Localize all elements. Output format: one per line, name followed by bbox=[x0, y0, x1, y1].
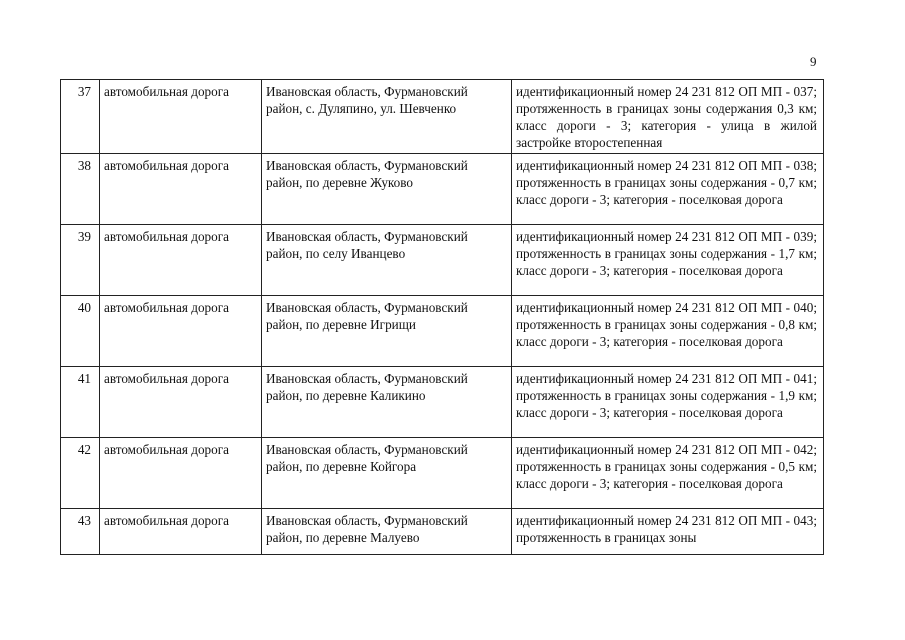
road-location: Ивановская область, Фурмановский район, по деревне Игрищи bbox=[262, 296, 512, 367]
road-location: Ивановская область, Фурмановский район, по деревне Каликино bbox=[262, 367, 512, 438]
road-type: автомобильная дорога bbox=[100, 154, 262, 225]
road-location: Ивановская область, Фурмановский район, по деревне Малуево bbox=[262, 509, 512, 555]
road-description: идентификационный номер 24 231 812 ОП МП - 038; протяженность в границах зоны содержания - 0,7 км; класс дороги - 3; категория - поселковая дорога bbox=[512, 154, 824, 225]
road-description: идентификационный номер 24 231 812 ОП МП - 043; протяженность в границах зоны bbox=[512, 509, 824, 555]
road-description: идентификационный номер 24 231 812 ОП МП - 041; протяженность в границах зоны содержания - 1,9 км; класс дороги - 3; категория - поселковая дорога bbox=[512, 367, 824, 438]
table-row bbox=[61, 80, 824, 154]
page-number: 9 bbox=[810, 54, 817, 69]
table-row bbox=[61, 509, 824, 555]
row-number: 38 bbox=[61, 154, 100, 225]
road-location: Ивановская область, Фурмановский район, по селу Иванцево bbox=[262, 225, 512, 296]
roads-table bbox=[60, 79, 824, 555]
road-type: автомобильная дорога bbox=[100, 509, 262, 555]
road-description: идентификационный номер 24 231 812 ОП МП - 039; протяженность в границах зоны содержания - 1,7 км; класс дороги - 3; категория - поселковая дорога bbox=[512, 225, 824, 296]
table-row bbox=[61, 438, 824, 509]
row-number: 39 bbox=[61, 225, 100, 296]
road-type: автомобильная дорога bbox=[100, 367, 262, 438]
road-type: автомобильная дорога bbox=[100, 438, 262, 509]
road-type: автомобильная дорога bbox=[100, 225, 262, 296]
road-description: идентификационный номер 24 231 812 ОП МП - 040; протяженность в границах зоны содержания - 0,8 км; класс дороги - 3; категория - поселковая дорога bbox=[512, 296, 824, 367]
road-location: Ивановская область, Фурмановский район, по деревне Жуково bbox=[262, 154, 512, 225]
road-description: идентификационный номер 24 231 812 ОП МП - 037; протяженность в границах зоны содержания 0,3 км; класс дороги - 3; категория - улица в жилой застройке второстепенная bbox=[512, 80, 824, 154]
road-type: автомобильная дорога bbox=[100, 80, 262, 154]
table-row bbox=[61, 367, 824, 438]
row-number: 37 bbox=[61, 80, 100, 154]
table-row bbox=[61, 154, 824, 225]
table-row bbox=[61, 296, 824, 367]
row-number: 40 bbox=[61, 296, 100, 367]
road-location: Ивановская область, Фурмановский район, по деревне Койгора bbox=[262, 438, 512, 509]
row-number: 42 bbox=[61, 438, 100, 509]
table-row bbox=[61, 225, 824, 296]
road-type: автомобильная дорога bbox=[100, 296, 262, 367]
row-number: 43 bbox=[61, 509, 100, 555]
road-location: Ивановская область, Фурмановский район, с. Дуляпино, ул. Шевченко bbox=[262, 80, 512, 154]
row-number: 41 bbox=[61, 367, 100, 438]
road-description: идентификационный номер 24 231 812 ОП МП - 042; протяженность в границах зоны содержания - 0,5 км; класс дороги - 3; категория - поселковая дорога bbox=[512, 438, 824, 509]
